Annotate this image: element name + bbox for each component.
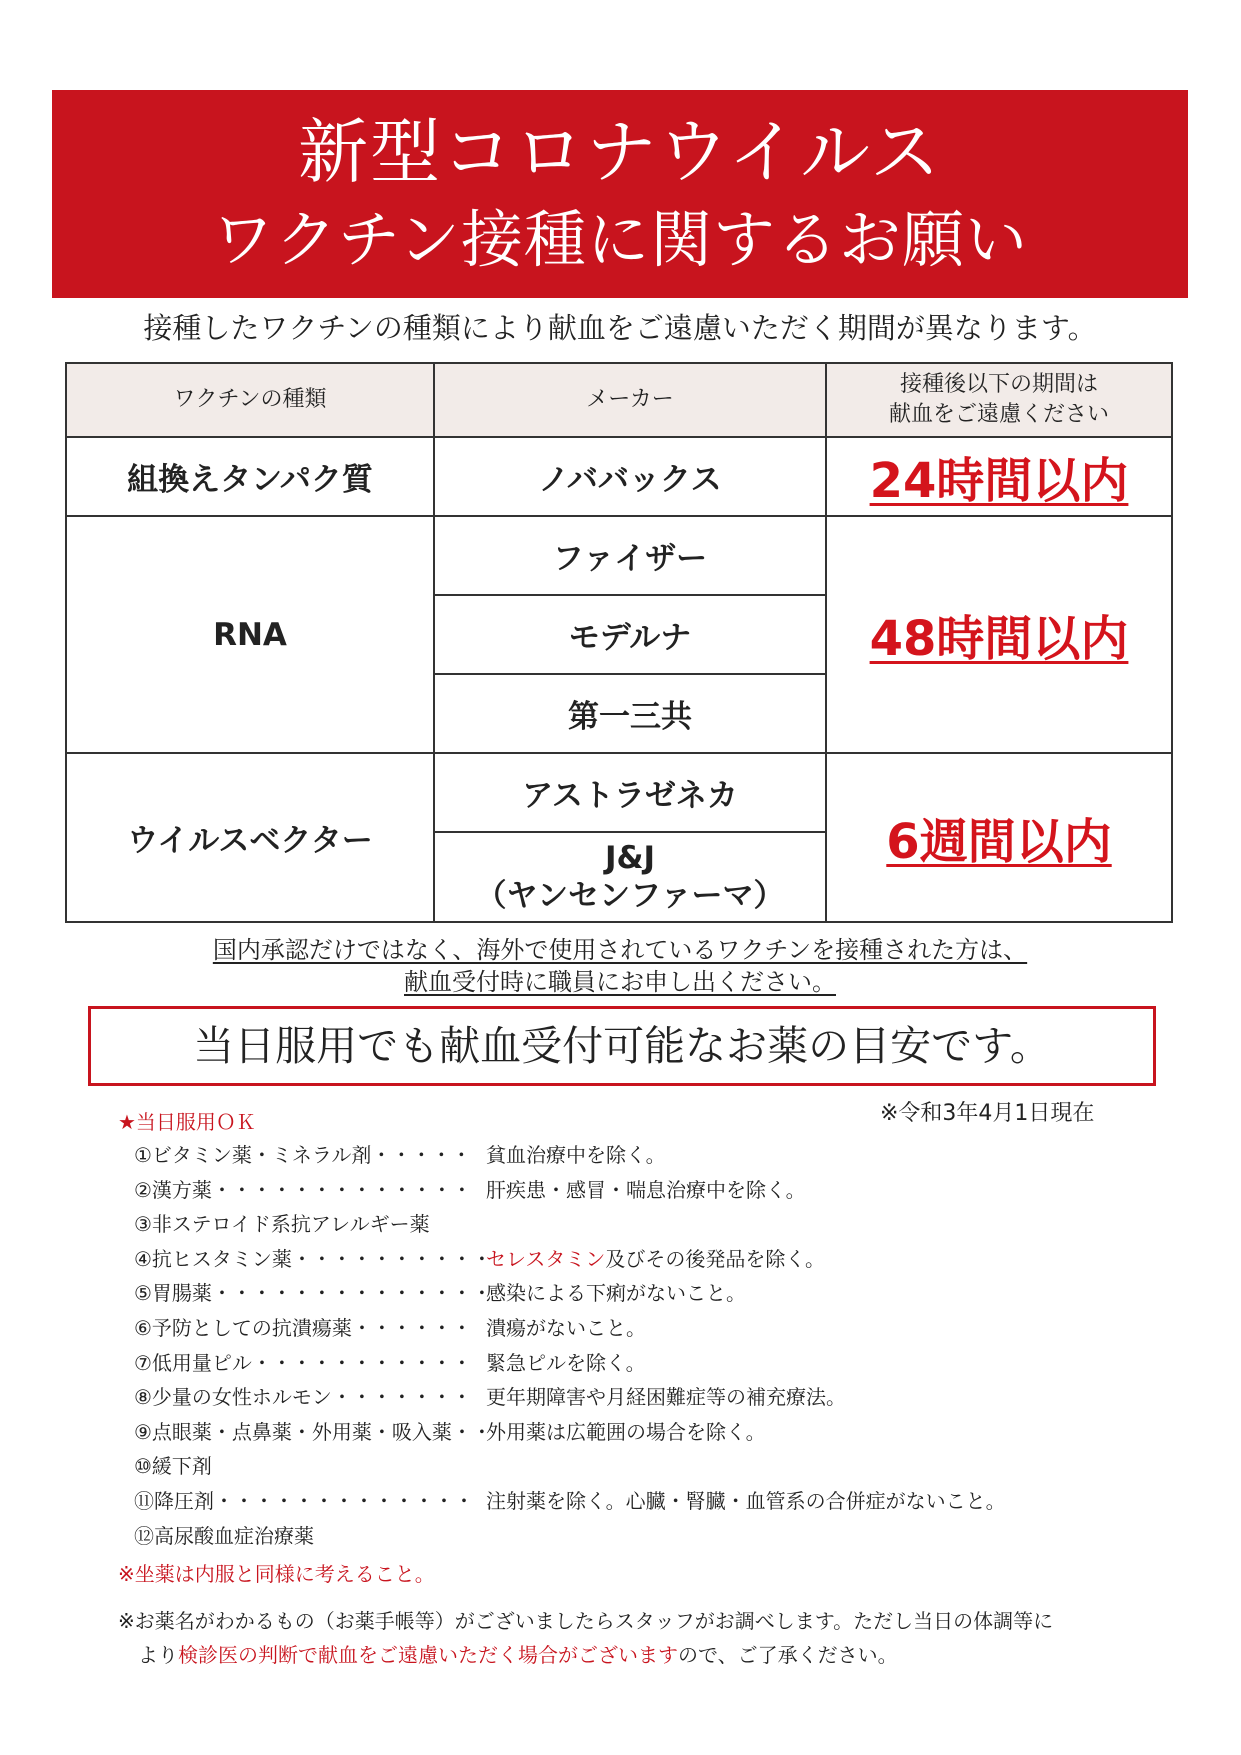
list-item: ⑩緩下剤 (134, 1454, 212, 1479)
list-item: ⑫高尿酸血症治療薬 (134, 1523, 314, 1548)
vaccine-type-cell: 組換えタンパク質 (66, 437, 434, 516)
footer-line2: より検診医の判断で献血をご遠慮いただく場合がございますので、ご了承ください。 (138, 1643, 898, 1667)
list-item: ⑥予防としての抗潰瘍薬・・・・・・ 潰瘍がないこと。 (134, 1315, 646, 1340)
list-item: ③非ステロイド系抗アレルギー薬 (134, 1212, 430, 1237)
as-of-date: ※令和3年4月1日現在 (880, 1101, 1095, 1126)
period-cell (826, 516, 1172, 753)
subtitle: 接種したワクチンの種類により献血をご遠慮いただく期間が異なります。 (143, 311, 1097, 345)
banner-title-line2: ワクチン接種に関するお願い (212, 203, 1028, 276)
maker-cell: J&J （ヤンセンファーマ） (434, 832, 826, 922)
note-line2: 献血受付時に職員にお申し出ください。 (404, 968, 836, 996)
header-period: 接種後以下の期間は 献血をご遠慮ください (826, 363, 1172, 437)
maker-cell: アストラゼネカ (434, 753, 826, 832)
maker-cell: ノババックス (434, 437, 826, 516)
medication-list (134, 1138, 1174, 1553)
period-value: 24時間以内 (869, 453, 1129, 509)
list-item: ②漢方薬・・・・・・・・・・・・・ 肝疾患・感冒・喘息治療中を除く。 (134, 1177, 806, 1202)
footer-line1: ※お薬名がわかるもの（お薬手帳等）がございましたらスタッフがお調べします。ただし当日の体調等に (118, 1609, 1054, 1633)
maker-cell: 第一三共 (434, 674, 826, 753)
period-value: 6週間以内 (886, 814, 1112, 870)
vaccine-type-cell: ウイルスベクター (66, 753, 434, 922)
list-item: ④抗ヒスタミン薬・・・・・・・・・・ セレスタミン及びその後発品を除く。 (134, 1246, 826, 1271)
ok-list-title: ★当日服用ＯＫ (118, 1110, 256, 1134)
list-item: ①ビタミン薬・ミネラル剤・・・・・ 貧血治療中を除く。 (134, 1143, 666, 1167)
period-cell (826, 437, 1172, 516)
title-banner (52, 90, 1188, 298)
period-value: 48時間以内 (869, 611, 1129, 667)
table-row (66, 753, 1172, 832)
overseas-vaccine-note (60, 934, 1180, 998)
vaccine-type-cell: RNA (66, 516, 434, 753)
list-item: ⑪降圧剤・・・・・・・・・・・・・ 注射薬を除く。心臓・腎臓・血管系の合併症がないこと。 (134, 1488, 1006, 1513)
header-maker: メーカー (434, 363, 826, 437)
list-item: ⑨点眼薬・点鼻薬・外用薬・吸入薬・・ 外用薬は広範囲の場合を除く。 (134, 1419, 766, 1444)
medication-section-title: 当日服用でも献血受付可能なお薬の目安です。 (88, 1006, 1156, 1086)
list-item: ⑧少量の女性ホルモン・・・・・・・ 更年期障害や月経困難症等の補充療法。 (134, 1385, 846, 1410)
table-row (66, 516, 1172, 595)
list-item: ⑦低用量ピル・・・・・・・・・・・ 緊急ピルを除く。 (134, 1350, 646, 1375)
header-vaccine-type: ワクチンの種類 (66, 363, 434, 437)
maker-cell: ファイザー (434, 516, 826, 595)
period-cell (826, 753, 1172, 922)
list-item: ⑤胃腸薬・・・・・・・・・・・・・・ 感染による下痢がないこと。 (134, 1281, 746, 1306)
banner-title-line1: 新型コロナウイルス (298, 111, 942, 193)
note-line1: 国内承認だけではなく、海外で使用されているワクチンを接種された方は、 (212, 936, 1028, 964)
table-header-row (66, 363, 1172, 437)
suppository-note: ※坐薬は内服と同様に考えること。 (118, 1562, 435, 1586)
footer-note (118, 1604, 1178, 1672)
maker-cell: モデルナ (434, 595, 826, 674)
vaccine-table (65, 362, 1173, 923)
table-row (66, 437, 1172, 516)
